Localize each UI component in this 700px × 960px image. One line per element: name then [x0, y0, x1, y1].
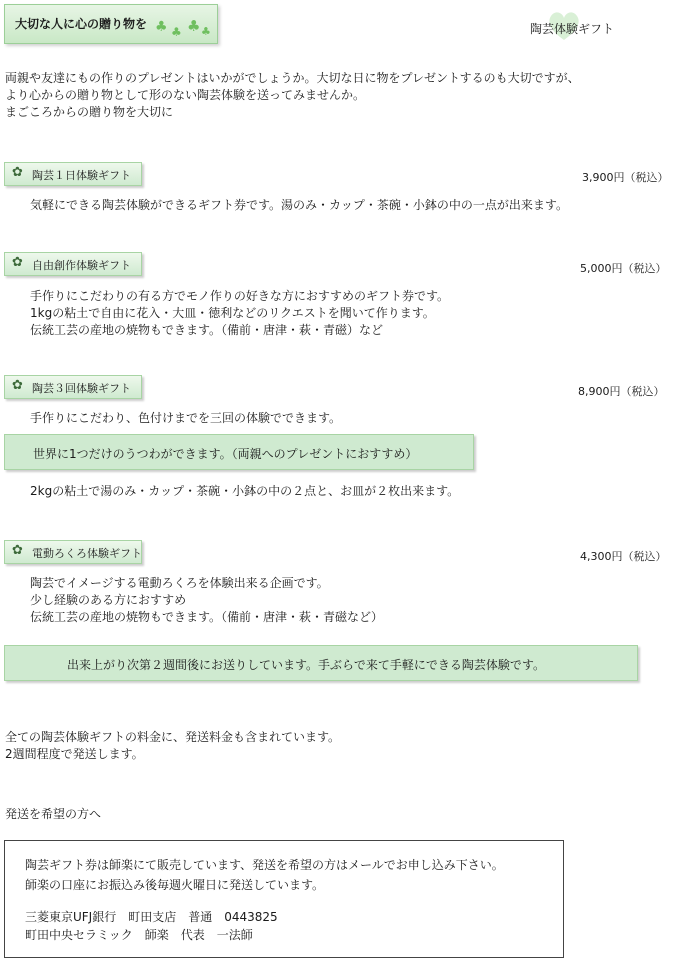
- notice-text: 出来上がり次第２週間後にお送りしています。手ぶらで来て手軽にできる陶芸体験です。: [67, 658, 545, 672]
- clover-leaf-icon: ♣: [187, 17, 201, 35]
- section-free-creation-text-3: 伝統工芸の産地の焼物もできます。（備前・唐津・萩・青磁）など: [30, 323, 384, 337]
- flower-icon: ✿: [12, 378, 23, 393]
- intro-line-1: 両親や友達にもの作りのプレゼントはいかがでしょうか。大切な日に物をプレゼントするのも大切ですが、: [5, 71, 580, 85]
- bank-holder-line: 町田中央セラミック 師楽 代表 一法師: [25, 928, 253, 942]
- section-title: 陶芸３回体験ギフト: [32, 382, 131, 395]
- section-heading-one-day: [4, 162, 142, 186]
- section-title: 陶芸１日体験ギフト: [32, 169, 131, 182]
- shipping-note-line-1: 全ての陶芸体験ギフトの料金に、発送料金も含まれています。: [5, 730, 341, 744]
- section-free-creation-text-2: 1kgの粘土で自由に花入・大皿・徳利などのリクエストを聞いて作ります。: [30, 306, 435, 320]
- section-wheel-text-1: 陶芸でイメージする電動ろくろを体験出来る企画です。: [30, 576, 329, 590]
- bank-line-1: 陶芸ギフト券は師楽にて販売しています、発送を希望の方はメールでお申し込み下さい。: [25, 858, 504, 872]
- brand-title: 陶芸体験ギフト: [530, 22, 615, 36]
- price-three-times: 8,900円（税込）: [578, 385, 665, 398]
- section-title: 自由創作体験ギフト: [32, 259, 131, 272]
- section-wheel-text-2: 少し経験のある方におすすめ: [30, 593, 187, 607]
- section-three-times-after: 2kgの粘土で湯のみ・カップ・茶碗・小鉢の中の２点と、お皿が２枚出来ます。: [30, 484, 460, 498]
- flower-icon: ✿: [12, 255, 23, 270]
- shipping-note-line-2: 2週間程度で発送します。: [5, 747, 144, 761]
- highlight-text: 世界に1つだけのうつわができます。（両親へのプレゼントにおすすめ）: [33, 447, 418, 461]
- section-one-day-text: 気軽にできる陶芸体験ができるギフト券です。湯のみ・カップ・茶碗・小鉢の中の一点が出来ます。: [30, 198, 568, 212]
- notice-banner: [4, 645, 638, 681]
- intro-line-2: より心からの贈り物として形のない陶芸体験を送ってみませんか。: [5, 88, 366, 102]
- section-heading-free-creation: [4, 252, 142, 276]
- bank-line-2: 師楽の口座にお振込み後毎週火曜日に発送しています。: [25, 878, 325, 892]
- section-wheel-text-3: 伝統工芸の産地の焼物もできます。（備前・唐津・萩・青磁など）: [30, 610, 384, 624]
- flower-icon: ✿: [12, 165, 23, 180]
- price-free-creation: 5,000円（税込）: [580, 262, 667, 275]
- flower-icon: ✿: [12, 543, 23, 558]
- shipping-heading: 発送を希望の方へ: [5, 807, 102, 821]
- price-one-day: 3,900円（税込）: [582, 171, 669, 184]
- section-three-times-text: 手作りにこだわり、色付けまでを三回の体験でできます。: [30, 411, 342, 425]
- header-banner: [4, 4, 218, 44]
- bank-info-box: [4, 840, 564, 958]
- price-wheel: 4,300円（税込）: [580, 550, 667, 563]
- clover-leaf-icon: ♣: [171, 25, 182, 39]
- section-heading-three-times: [4, 375, 142, 399]
- highlight-box-one-of-a-kind: [4, 434, 474, 470]
- section-title: 電動ろくろ体験ギフト: [32, 547, 142, 560]
- banner-title: 大切な人に心の贈り物を: [15, 17, 148, 31]
- clover-leaf-icon: ♣: [201, 25, 211, 38]
- section-heading-wheel: [4, 540, 142, 564]
- clover-leaf-icon: ♣: [155, 19, 168, 35]
- bank-account-line: 三菱東京UFJ銀行 町田支店 普通 0443825: [25, 910, 278, 924]
- intro-line-3: まごころからの贈り物を大切に: [5, 105, 174, 119]
- section-free-creation-text-1: 手作りにこだわりの有る方でモノ作りの好きな方におすすめのギフト券です。: [30, 289, 450, 303]
